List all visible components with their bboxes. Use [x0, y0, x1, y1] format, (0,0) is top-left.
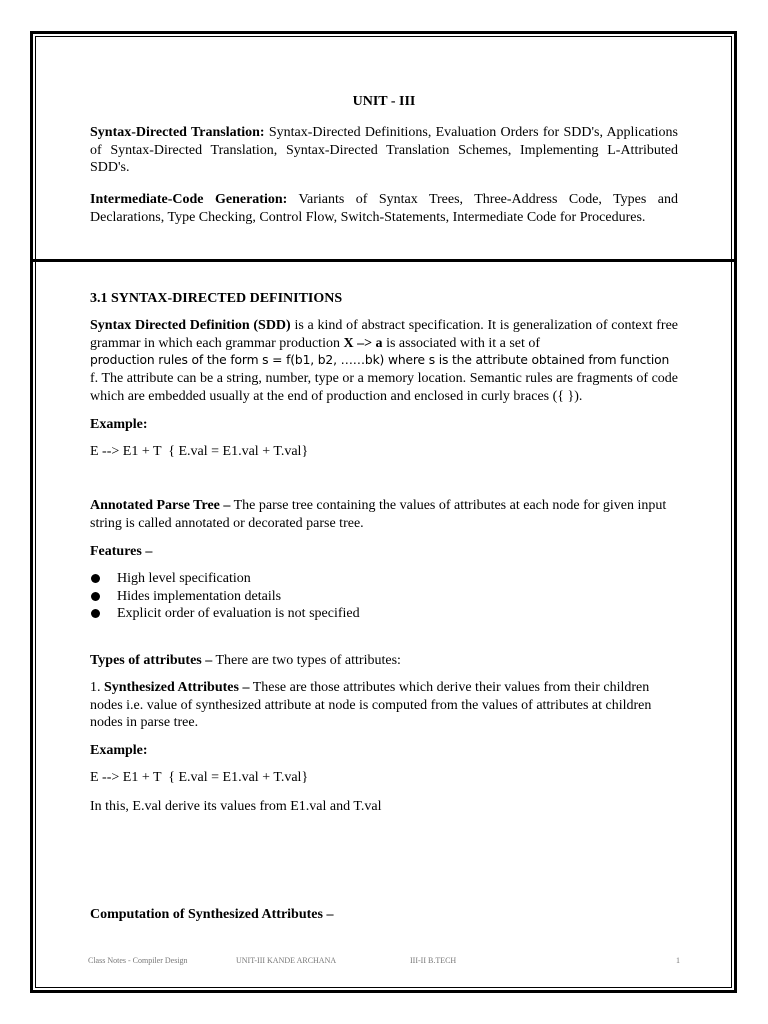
footer-page-number: 1: [676, 956, 680, 965]
unit-title: UNIT - III: [352, 94, 416, 109]
apt-term: Annotated Parse Tree –: [90, 498, 231, 513]
sdd-text1: is a kind of abstract specification. It is generalization of context free grammar in which each grammar production: [90, 318, 678, 351]
synth-term: Synthesized Attributes –: [104, 680, 250, 695]
feature-text: High level specification: [117, 571, 251, 586]
example2-label: Example:: [90, 743, 148, 758]
feature-text: Hides implementation details: [117, 588, 282, 604]
sdd-production: X –> a: [343, 335, 383, 351]
features-label: Features –: [90, 544, 153, 559]
synth-text: These are those attributes which derive their values from their children nodes i.e. value of synthesized attribute at node is computed from the values of attributes at children nodes in parse tree.: [90, 680, 652, 730]
list-item: [90, 605, 360, 623]
list-item: [90, 570, 360, 588]
sdd-term: Syntax Directed Definition (SDD): [90, 318, 291, 333]
syllabus-sdt: [90, 124, 678, 177]
annotated-parse-tree-paragraph: [90, 497, 670, 532]
bullet-icon: [91, 574, 100, 583]
page-footer: [88, 956, 680, 970]
footer-course: Class Notes - Compiler Design: [88, 956, 188, 965]
feature-text: Explicit order of evaluation is not specified: [117, 606, 360, 621]
example-label: Example:: [90, 417, 148, 432]
bullet-icon: [91, 592, 100, 601]
apt-text: The parse tree containing the values of attributes at each node for given input string is called annotated or decorated parse tree.: [90, 498, 667, 531]
types-of-attributes: [90, 652, 678, 670]
synth-number: 1.: [90, 680, 104, 695]
sdt-text: Syntax-Directed Definitions, Evaluation Orders for SDD's, Applications of Syntax-Directed Translation, Syntax-Directed Translation Schemes, Implementing L-Attributed SDD's.: [90, 125, 678, 175]
footer-unit-author: UNIT-III KANDE ARCHANA: [236, 956, 337, 965]
syllabus-icg: [90, 191, 678, 226]
types-text: There are two types of attributes:: [212, 653, 401, 668]
in-this-text: In this, E.val derive its values from E1.val and T.val: [90, 799, 382, 814]
types-term: Types of attributes –: [90, 653, 213, 668]
synthesized-attributes-paragraph: [90, 679, 660, 732]
sdt-label: Syntax-Directed Translation:: [90, 125, 265, 140]
footer-year: III-II B.TECH: [410, 956, 457, 965]
sdd-paragraph-top: [90, 317, 678, 352]
sdd-paragraph-bottom: f. The attribute can be a string, number, type or a memory location. Semantic rules are fragments of code which are embedded usually at the end of production and enclosed in curly braces ({ }).: [90, 371, 678, 404]
list-item: [90, 588, 360, 606]
example-rule: E --> E1 + T { E.val = E1.val + T.val}: [90, 444, 309, 459]
example2-rule: E --> E1 + T { E.val = E1.val + T.val}: [90, 770, 309, 785]
icg-text: Variants of Syntax Trees, Three-Address Code, Types and Declarations, Type Checking, Control Flow, Switch-Statements, Intermediate Code for Procedures.: [90, 192, 678, 225]
computation-heading: Computation of Synthesized Attributes –: [90, 907, 334, 922]
section-divider: [33, 259, 734, 262]
sdd-production-rules-line: production rules of the form s = f(b1, b2, ……bk) where s is the attribute obtained from function: [90, 353, 670, 367]
bullet-icon: [91, 609, 100, 618]
icg-label: Intermediate-Code Generation:: [90, 192, 288, 207]
features-list: [90, 570, 360, 623]
section-heading: 3.1 SYNTAX-DIRECTED DEFINITIONS: [90, 291, 343, 306]
sdd-text2: is associated with it a set of: [382, 335, 541, 351]
